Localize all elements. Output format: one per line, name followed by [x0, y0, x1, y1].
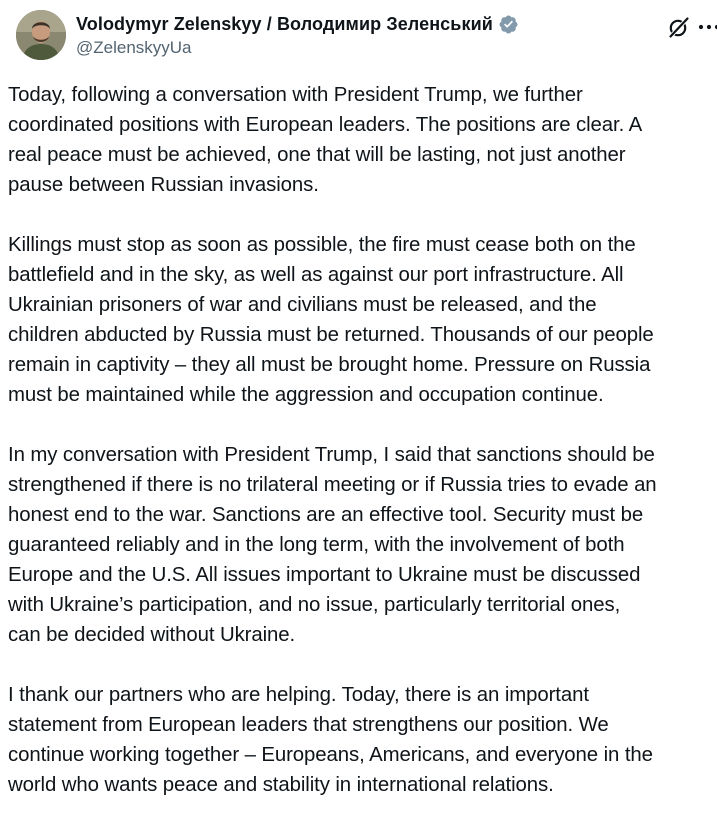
avatar-photo — [16, 10, 66, 60]
text-line: children abducted by Russia must be returned. Thousands of our people — [8, 324, 654, 346]
text-line: Killings must stop as soon as possible, the fire must cease both on the — [8, 234, 636, 256]
name-row — [76, 12, 519, 36]
text-line: real peace must be achieved, one that will be lasting, not just another — [8, 144, 626, 166]
text-line: can be decided without Ukraine. — [8, 624, 296, 646]
verified-badge-icon[interactable] — [498, 14, 519, 35]
avatar[interactable] — [16, 10, 66, 60]
text-line: pause between Russian invasions. — [8, 174, 319, 196]
post-paragraph — [8, 230, 716, 410]
text-line: with Ukraine’s participation, and no issue, particularly territorial ones, — [8, 594, 621, 616]
grok-icon — [666, 14, 692, 40]
author-identity — [76, 12, 519, 58]
post-text — [8, 80, 716, 830]
grok-button[interactable] — [666, 14, 692, 40]
tweet-header — [8, 0, 709, 70]
text-line: must be maintained while the aggression and occupation continue. — [8, 384, 604, 406]
more-options-button[interactable] — [696, 14, 717, 40]
text-line: remain in captivity – they all must be brought home. Pressure on Russia — [8, 354, 651, 376]
text-line: honest end to the war. Sanctions are an effective tool. Security must be — [8, 504, 644, 526]
text-line: guaranteed reliably and in the long term, with the involvement of both — [8, 534, 625, 556]
author-handle[interactable]: @ZelenskyyUa — [76, 38, 192, 57]
text-line: In my conversation with President Trump, I said that sanctions should be — [8, 444, 655, 466]
author-display-name[interactable]: Volodymyr Zelenskyy / Володимир Зеленський — [76, 13, 493, 34]
text-line: continue working together – Europeans, Americans, and everyone in the — [8, 744, 653, 766]
text-line: strengthened if there is no trilateral meeting or if Russia tries to evade an — [8, 474, 657, 496]
text-line: battlefield and in the sky, as well as against our port infrastructure. All — [8, 264, 624, 286]
text-line: Today, following a conversation with President Trump, we further — [8, 84, 583, 106]
more-options-icon — [696, 14, 717, 40]
post-paragraph — [8, 440, 716, 650]
text-line: Ukrainian prisoners of war and civilians must be released, and the — [8, 294, 597, 316]
text-line: I thank our partners who are helping. Today, there is an important — [8, 684, 589, 706]
text-line: statement from European leaders that strengthens our position. We — [8, 714, 609, 736]
text-line: world who wants peace and stability in international relations. — [8, 774, 554, 796]
post-paragraph — [8, 80, 716, 200]
post-paragraph — [8, 680, 716, 800]
text-line: Europe and the U.S. All issues important to Ukraine must be discussed — [8, 564, 641, 586]
text-line: coordinated positions with European leaders. The positions are clear. A — [8, 114, 643, 136]
